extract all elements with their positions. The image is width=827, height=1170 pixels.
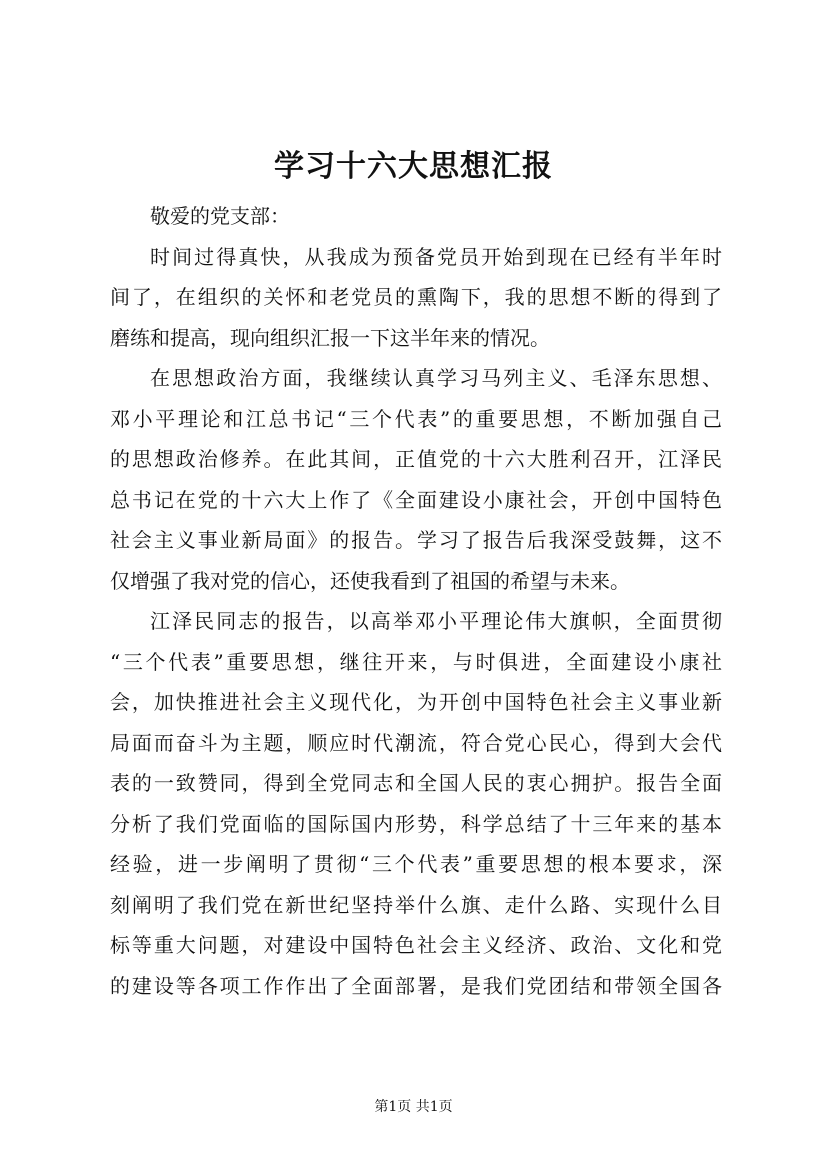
paragraph-line: “三个代表”重要思想，继往开来，与时俱进，全面建设小康社 — [110, 649, 722, 674]
paragraph-line: 在思想政治方面，我继续认真学习马列主义、毛泽东思想、 — [150, 366, 722, 390]
paragraph-line: 局面而奋斗为主题，顺应时代潮流，符合党心民心，得到大会代 — [110, 730, 722, 755]
paragraph-line: 仅增强了我对党的信心，还使我看到了祖国的希望与未来。 — [110, 568, 630, 593]
paragraph-line: 社会主义事业新局面》的报告。学习了报告后我深受鼓舞，这不 — [110, 528, 722, 552]
paragraph-line: 表的一致赞同，得到全党同志和全国人民的衷心拥护。报告全面 — [110, 771, 722, 795]
paragraph-line: 分析了我们党面临的国际国内形势，科学总结了十三年来的基本 — [110, 811, 722, 836]
paragraph-line: 经验，进一步阐明了贯彻“三个代表”重要思想的根本要求，深 — [110, 852, 722, 876]
paragraph-line: 间了，在组织的关怀和老党员的熏陶下，我的思想不断的得到了 — [110, 285, 722, 309]
document-title: 学习十六大思想汇报 — [274, 149, 553, 184]
paragraph-line: 江泽民同志的报告，以高举邓小平理论伟大旗帜，全面贯彻 — [150, 609, 722, 633]
paragraph-line: 的思想政治修养。在此其间，正值党的十六大胜利召开，江泽民 — [110, 447, 722, 471]
salutation: 敬爱的党支部： — [150, 204, 290, 228]
page-number: 第1页 共1页 — [374, 1099, 453, 1115]
paragraph-line: 刻阐明了我们党在新世纪坚持举什么旗、走什么路、实现什么目 — [110, 892, 722, 917]
paragraph-line: 时间过得真快，从我成为预备党员开始到现在已经有半年时 — [150, 244, 722, 269]
paragraph-line: 磨练和提高，现向组织汇报一下这半年来的情况。 — [110, 325, 550, 350]
paragraph-line: 会，加快推进社会主义现代化，为开创中国特色社会主义事业新 — [110, 690, 722, 714]
paragraph-line: 标等重大问题，对建设中国特色社会主义经济、政治、文化和党 — [110, 933, 722, 957]
paragraph-line: 邓小平理论和江总书记“三个代表”的重要思想，不断加强自己 — [110, 406, 722, 431]
document-body — [110, 196, 722, 1006]
paragraph-line: 的建设等各项工作作出了全面部署，是我们党团结和带领全国各 — [110, 973, 722, 998]
paragraph-line: 总书记在党的十六大上作了《全面建设小康社会，开创中国特色 — [110, 487, 722, 512]
